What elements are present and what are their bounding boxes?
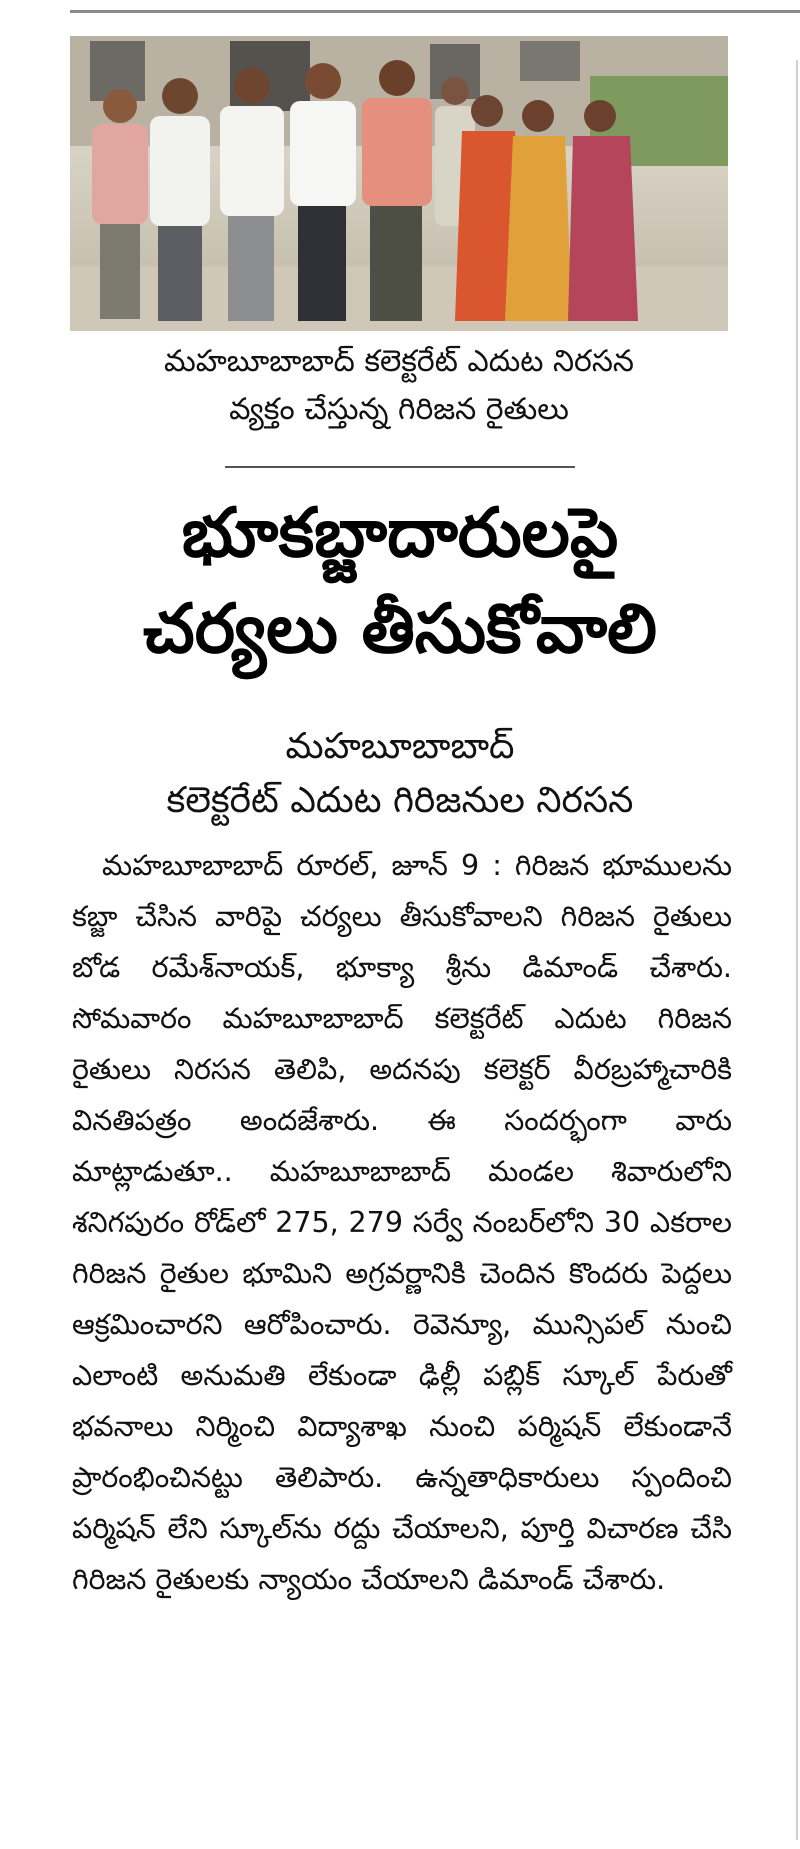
caption-divider <box>225 466 575 468</box>
news-photo <box>70 36 728 331</box>
top-divider <box>70 10 800 13</box>
column-divider <box>796 60 798 1840</box>
protest-photo-illustration <box>70 36 728 331</box>
subheadline-line-1: మహబూబాబాద్ <box>285 726 515 767</box>
headline-line-2: చర్యలు తీసుకోవాలి <box>143 590 657 669</box>
headline-line-1: భూకబ్జాదారులపై <box>181 494 619 573</box>
subheadline-line-2: కలెక్టరేట్ ఎదుట గిరిజనుల నిరసన <box>166 780 634 821</box>
headline <box>60 486 740 678</box>
photo-caption-line-1: మహబూబాబాద్ కలెక్టరేట్ ఎదుట నిరసన <box>164 344 634 379</box>
photo-caption-line-2: వ్యక్తం చేస్తున్న గిరిజన రైతులు <box>229 392 569 427</box>
window-right <box>520 41 580 81</box>
article-body: మహబూబాబాద్ రూరల్, జూన్ 9 : గిరిజన భూములను కబ్జా చేసిన వారిపై చర్యలు తీసుకోవాలని గిరిజన రైతులు బోడ రమేశ్‌నాయక్, భూక్యా శ్రీను డిమాండ్ చేశారు. సోమవారం మహబూబాబాద్ కలెక్టరేట్ ఎదుట గిరిజన రైతులు నిరసన తెలిపి, అదనపు కలెక్టర్ వీరబ్రహ్మాచారికి వినతిపత్రం అందజేశారు. ఈ సందర్భంగా వారు మాట్లాడుతూ.. మహబూబాబాద్ మండల శివారులోని శనిగపురం రోడ్‌లో 275, 279 సర్వే నంబర్‌లోని 30 ఎకరాల గిరిజన రైతుల భూమిని అగ్రవర్ణానికి చెందిన కొందరు పెద్దలు ఆక్రమించారని ఆరోపించారు. రెవెన్యూ, మున్సిపల్ నుంచి ఎలాంటి అనుమతి లేకుండా ఢిల్లీ పబ్లిక్ స్కూల్ పేరుతో భవనాలు నిర్మించి విద్యాశాఖ నుంచి పర్మిషన్ లేకుండానే ప్రారంభించినట్టు తెలిపారు. ఉన్నతాధికారులు స్పందించి పర్మిషన్ లేని స్కూల్‌ను రద్దు చేయాలని, పూర్తి విచారణ చేసి గిరిజన రైతులకు న్యాయం చేయాలని డిమాండ్ చేశారు. <box>72 849 732 1596</box>
photo-caption <box>70 338 728 434</box>
subheadline <box>60 720 740 828</box>
